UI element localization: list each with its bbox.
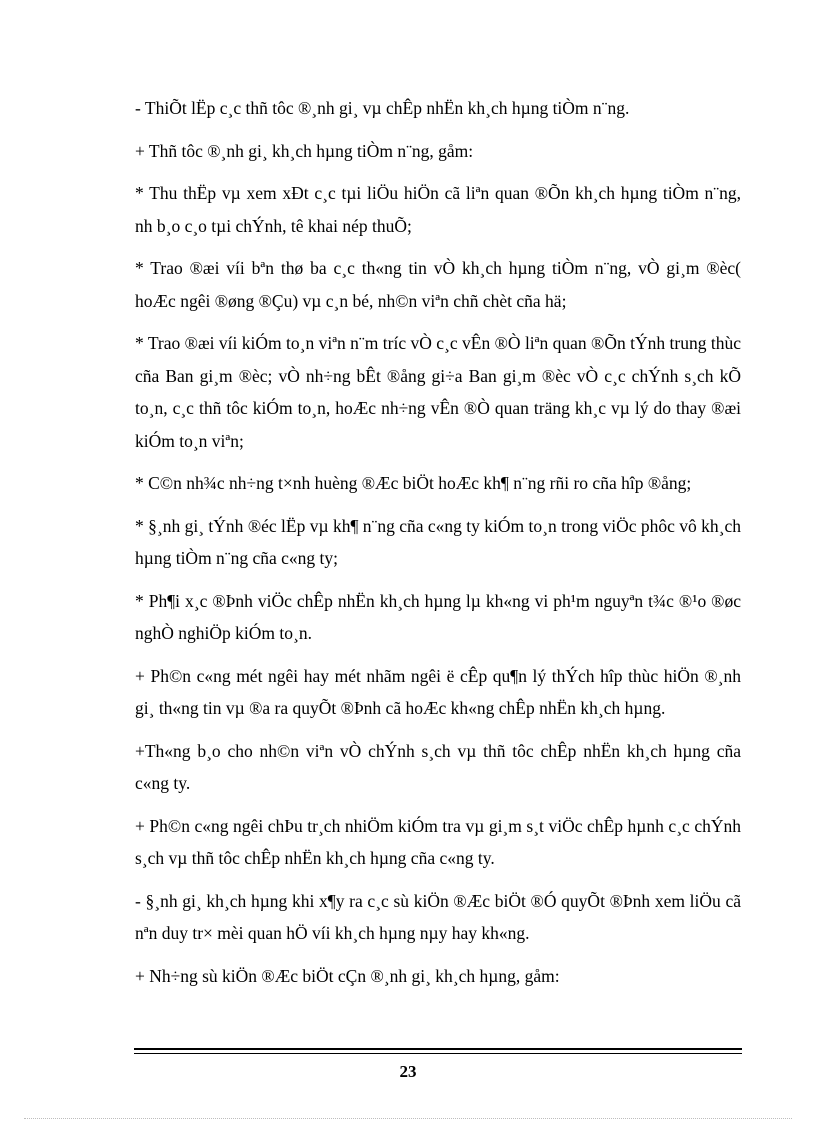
body-text: [135, 92, 741, 1002]
page-break-line: [24, 1118, 792, 1119]
paragraph-4: * Trao ®æi víi bªn thø ba c¸c th«ng tin vÒ kh¸ch hµng tiÒm n¨ng, vÒ gi¸m ®èc( hoÆc ngêi ®øng ®Çu) vµ c¸n bé, nh©n viªn chñ chèt cña hä;: [135, 258, 741, 311]
paragraph-2: + Thñ tôc ®¸nh gi¸ kh¸ch hµng tiÒm n¨ng, gåm:: [135, 140, 474, 161]
paragraph-12: - §¸nh gi¸ kh¸ch hµng khi x¶y ra c¸c sù kiÖn ®Æc biÖt ®Ó quyÕt ®Þnh xem liÖu cã nªn duy tr× mèi quan hÖ víi kh¸ch hµng nµy hay kh«ng.: [135, 890, 741, 943]
paragraph-7: * §¸nh gi¸ tÝnh ®éc lËp vµ kh¶ n¨ng cña c«ng ty kiÓm to¸n trong viÖc phôc vô kh¸ch hµng tiÒm n¨ng cña c«ng ty;: [135, 515, 741, 568]
paragraph-1: - ThiÕt lËp c¸c thñ tôc ®¸nh gi¸ vµ chÊp nhËn kh¸ch hµng tiÒm n¨ng.: [135, 98, 630, 118]
paragraph-3: * Thu thËp vµ xem xÐt c¸c tµi liÖu hiÖn cã liªn quan ®Õn kh¸ch hµng tiÒm n¨ng, nh b¸o c¸o tµi chÝnh, tê khai nép thuÕ;: [135, 183, 741, 236]
page-number: 23: [399, 1062, 417, 1081]
paragraph-8: * Ph¶i x¸c ®Þnh viÖc chÊp nhËn kh¸ch hµng lµ kh«ng vi ph¹m nguyªn t¾c ®¹o ®øc nghÒ nghiÖp kiÓm to¸n.: [135, 590, 741, 643]
paragraph-9: + Ph©n c«ng mét ngêi hay mét nhãm ngêi ë cÊp qu¶n lý thÝch hîp thùc hiÖn ®¸nh gi¸ th«ng tin vµ ®a ra quyÕt ®Þnh cã hoÆc kh«ng chÊp nhËn kh¸ch hµng.: [135, 665, 741, 718]
paragraph-6: * C©n nh¾c nh÷ng t×nh huèng ®Æc biÖt hoÆc kh¶ n¨ng rñi ro cña hîp ®ång;: [135, 473, 692, 493]
paragraph-11: + Ph©n c«ng ngêi chÞu tr¸ch nhiÖm kiÓm tra vµ gi¸m s¸t viÖc chÊp hµnh c¸c chÝnh s¸ch vµ thñ tôc chÊp nhËn kh¸ch hµng cña c«ng ty.: [135, 815, 741, 868]
paragraph-10: +Th«ng b¸o cho nh©n viªn vÒ chÝnh s¸ch vµ thñ tôc chÊp nhËn kh¸ch hµng cña c«ng ty.: [135, 740, 741, 793]
paragraph-13: + Nh÷ng sù kiÖn ®Æc biÖt cÇn ®¸nh gi¸ kh¸ch hµng, gåm:: [135, 965, 560, 986]
paragraph-5: * Trao ®æi víi kiÓm to¸n viªn n¨m tríc vÒ c¸c vÊn ®Ò liªn quan ®Õn tÝnh trung thùc cña Ban gi¸m ®èc; vÒ nh÷ng bÊt ®ång gi÷a Ban gi¸m ®èc vÒ c¸c chÝnh s¸ch kÕ to¸n, c¸c thñ tôc kiÓm to¸n, hoÆc nh÷ng vÊn ®Ò quan träng kh¸c vµ lý do thay ®æi kiÓm to¸n viªn;: [135, 333, 741, 451]
footer-divider: [134, 1048, 742, 1054]
